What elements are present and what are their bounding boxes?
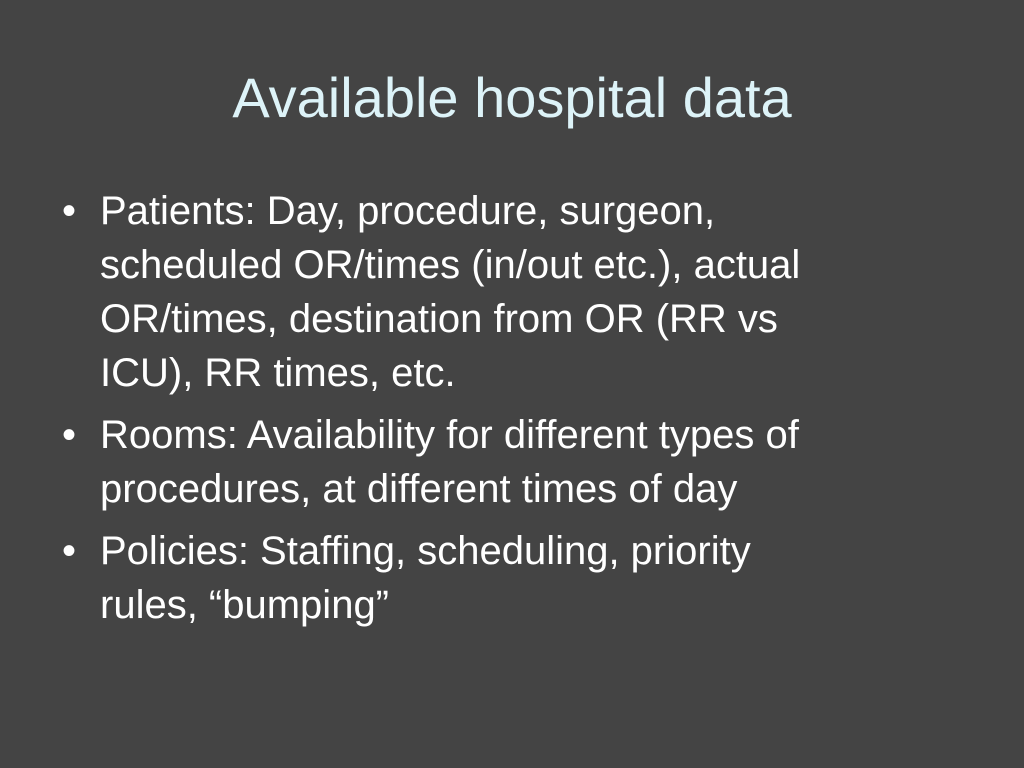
bullet-line: rules, “bumping” [100,583,390,627]
bullet-line: Policies: Staffing, scheduling, priority [100,529,751,573]
bullet-dot-icon: • [62,413,77,457]
bullet-line: scheduled OR/times (in/out etc.), actual [100,243,801,287]
bullet-dot-icon: • [62,189,77,233]
bullet-line: Patients: Day, procedure, surgeon, [100,189,716,233]
bullet-item-rooms [62,408,942,516]
bullet-line: procedures, at different times of day [100,467,738,511]
bullet-list [62,184,942,640]
bullet-line: Rooms: Availability for different types of [100,413,799,457]
bullet-dot-icon: • [62,529,77,573]
bullet-item-patients [62,184,942,400]
bullet-line: OR/times, destination from OR (RR vs [100,297,778,341]
slide-title: Available hospital data [232,66,792,129]
bullet-item-policies [62,524,942,632]
bullet-line: ICU), RR times, etc. [100,351,456,395]
